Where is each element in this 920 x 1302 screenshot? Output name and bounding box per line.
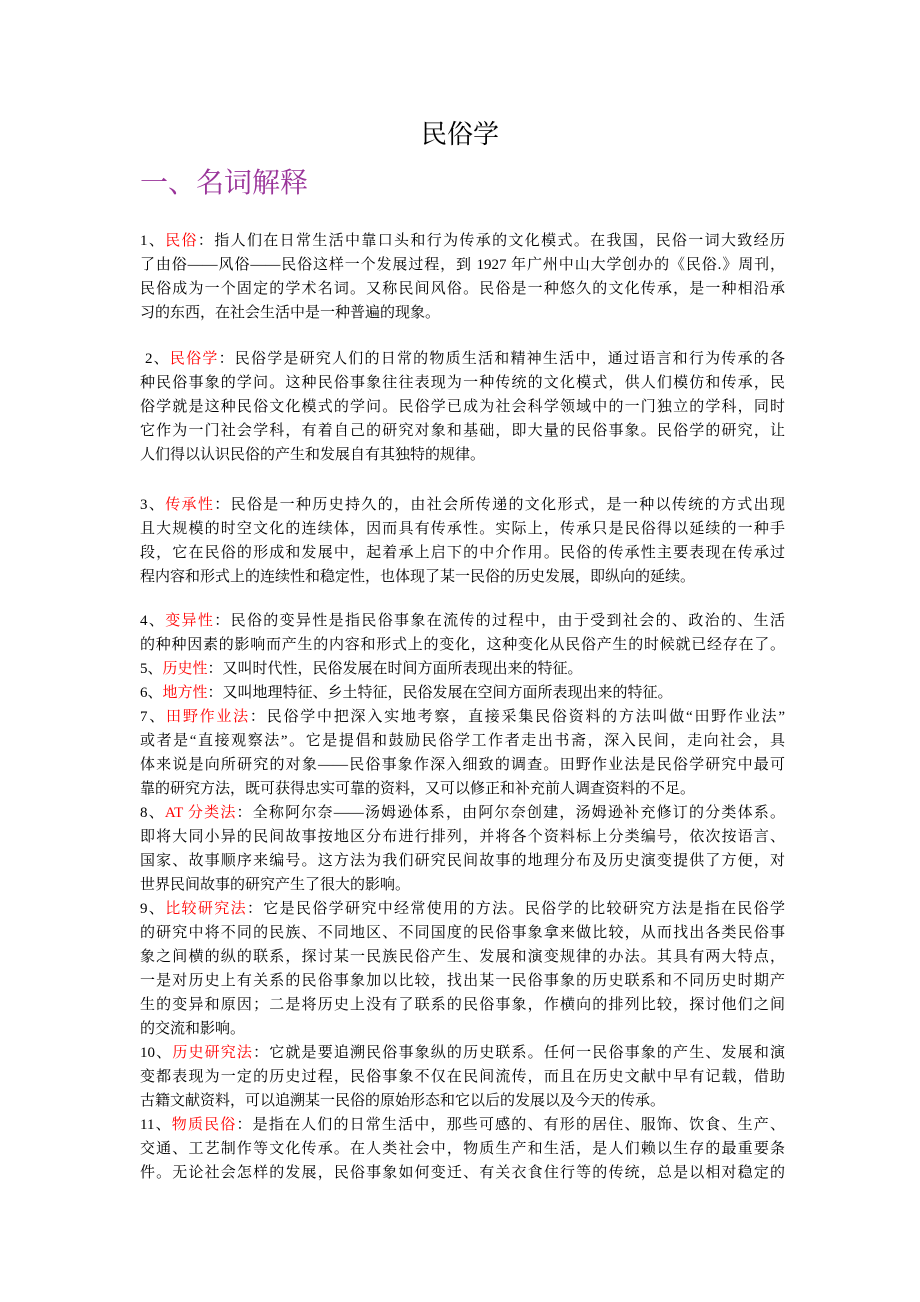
text-line — [140, 657, 785, 681]
entry-term: 历史性 — [162, 661, 208, 677]
text-line: 即将大同小异的民间故事按地区分布进行排列，并将各个资料标上分类编号，依次按语言、 — [140, 829, 785, 845]
text-line: 的研究中将不同的民族、不同地区、不同国度的民俗事象拿来做比较，从而找出各类民俗事 — [140, 925, 785, 941]
text-line: 变都表现为一定的历史过程，民俗事象不仅在民间流传，而且在历史文献中早有记载，借助 — [140, 1069, 785, 1085]
entry-term: 民俗学 — [169, 351, 219, 367]
entry-number: 7、 — [140, 709, 167, 725]
text-line: 或者是“直接观察法”。它是提倡和鼓励民俗学工作者走出书斋，深入民间，走向社会，具 — [140, 733, 785, 749]
text-line: 段，它在民俗的形成和发展中，起着承上启下的中介作用。民俗的传承性主要表现在传承过 — [140, 545, 785, 561]
entry-text: ：又叫地理特征、乡土特征，民俗发展在空间方面所表现出来的特征。 — [207, 685, 673, 701]
entry-term: 地方性 — [162, 685, 208, 701]
text-line — [140, 493, 785, 517]
entry-text: ：又叫时代性，民俗发展在时间方面所表现出来的特征。 — [207, 661, 583, 677]
definition-entry — [140, 801, 785, 897]
text-line — [140, 229, 785, 253]
text-line: 种民俗事象的学问。这种民俗事象往往表现为一种传统的文化模式，供人们模仿和传承，民 — [140, 375, 785, 391]
text-line: 民俗成为一个固定的学术名词。又称民间风俗。民俗是一种悠久的文化传承，是一种相沿承 — [140, 281, 785, 297]
text-line: 了由俗——风俗——民俗这样一个发展过程，到 1927 年广州中山大学创办的《民俗.》周刊， — [140, 257, 785, 273]
entry-term: 民俗 — [165, 233, 198, 249]
entry-text: ：民俗学中把深入实地考察，直接采集民俗资料的方法叫做“田野作业法” — [249, 709, 785, 725]
text-line: 的种种因素的影响而产生的内容和形式上的变化，这种变化从民俗产生的时候就已经存在了。 — [140, 637, 785, 653]
text-line: 世界民间故事的研究产生了很大的影响。 — [140, 877, 411, 893]
definition-entry — [140, 493, 785, 589]
text-line: 习的东西，在社会生活中是一种普遍的现象。 — [140, 305, 441, 321]
text-line: 程内容和形式上的连续性和稳定性，也体现了某一民俗的历史发展，即纵向的延续。 — [140, 569, 696, 585]
entry-text: ：它就是要追溯民俗事象纵的历史联系。任何一民俗事象的产生、发展和演 — [253, 1045, 785, 1061]
text-line: 件。无论社会怎样的发展，民俗事象如何变迁、有关衣食住行等的传统，总是以相对稳定的 — [140, 1165, 785, 1181]
entry-number: 1、 — [140, 233, 166, 249]
text-line — [140, 801, 785, 825]
text-line: 古籍文献资料，可以追溯某一民俗的原始形态和它以后的发展以及今天的传承。 — [140, 1093, 666, 1109]
text-line: 一是对历史上有关系的民俗事象加以比较，找出某一民俗事象的历史联系和不同历史时期产 — [140, 973, 785, 989]
text-line — [140, 705, 785, 729]
definition-entry — [140, 705, 785, 801]
text-line — [140, 1041, 785, 1065]
text-line: 俗学就是这种民俗文化模式的学问。民俗学已成为社会科学领域中的一门独立的学科，同时 — [140, 399, 785, 415]
text-line — [140, 681, 785, 705]
entry-text: ：民俗是一种历史持久的，由社会所传递的文化形式，是一种以传统的方式出现 — [214, 497, 785, 513]
entry-term: 比较研究法 — [165, 901, 247, 917]
definition-entry — [140, 1041, 785, 1113]
entry-number: 3、 — [140, 497, 166, 513]
entry-number: 10、 — [140, 1045, 173, 1061]
text-line — [140, 347, 785, 371]
definition-entry — [140, 347, 785, 467]
text-line: 靠的研究方法，既可获得忠实可靠的资料，又可以修正和补充前人调查资料的不足。 — [140, 781, 696, 797]
entry-number: 8、 — [140, 805, 165, 821]
entry-number: 6、 — [140, 685, 163, 701]
entry-number: 5、 — [140, 661, 163, 677]
text-line: 人们得以认识民俗的产生和发展自有其独特的规律。 — [140, 447, 486, 463]
text-line: 的交流和影响。 — [140, 1021, 246, 1037]
text-line — [140, 609, 785, 633]
entry-text: ：全称阿尔奈——汤姆逊体系，由阿尔奈创建，汤姆逊补充修订的分类体系。 — [236, 805, 785, 821]
definition-entry — [140, 897, 785, 1041]
entry-term: 田野作业法 — [166, 709, 250, 725]
entry-number: 4、 — [140, 613, 166, 629]
text-line: 它作为一门社会学科，有着自己的研究对象和基础，即大量的民俗事象。民俗学的研究，让 — [140, 423, 785, 439]
definition-entry — [140, 229, 785, 325]
definition-entry — [140, 681, 785, 705]
entry-text: ：它是民俗学研究中经常使用的方法。民俗学的比较研究方法是指在民俗学 — [246, 901, 785, 917]
definitions-list — [140, 229, 785, 1185]
entry-text: ：民俗的变异性是指民俗事象在流传的过程中，由于受到社会的、政治的、生活 — [214, 613, 785, 629]
entry-number: 11、 — [140, 1117, 172, 1133]
entry-text: ：是指在人们的日常生活中，那些可感的、有形的居住、服饰、饮食、生产、 — [236, 1117, 785, 1133]
entry-term: AT 分类法 — [164, 805, 237, 821]
definition-entry — [140, 657, 785, 681]
entry-text: ：指人们在日常生活中靠口头和行为传承的文化模式。在我国，民俗一词大致经历 — [197, 233, 785, 249]
text-line — [140, 897, 785, 921]
text-line: 象之间横的纵的联系，探讨某一民族民俗产生、发展和演变规律的办法。其具有两大特点， — [140, 949, 785, 965]
text-line: 生的变异和原因；二是将历史上没有了联系的民俗事象，作横向的排列比较，探讨他们之间 — [140, 997, 785, 1013]
entry-term: 传承性 — [165, 497, 215, 513]
text-line: 国家、故事顺序来编号。这方法为我们研究民间故事的地理分布及历史演变提供了方便，对 — [140, 853, 785, 869]
entry-term: 物质民俗 — [171, 1117, 237, 1133]
text-line: 且大规模的时空文化的连续体，因而具有传承性。实际上，传承只是民俗得以延续的一种手 — [140, 521, 785, 537]
definition-entry — [140, 609, 785, 657]
document-title: 民俗学 — [420, 120, 499, 149]
text-line: 体来说是向所研究的对象——民俗事象作深入细致的调查。田野作业法是民俗学研究中最可 — [140, 757, 785, 773]
entry-number: 9、 — [140, 901, 166, 917]
entry-number: 2、 — [140, 351, 170, 367]
text-line — [140, 1113, 785, 1137]
entry-term: 历史研究法 — [172, 1045, 254, 1061]
entry-text: ：民俗学是研究人们的日常的物质生活和精神生活中，通过语言和行为传承的各 — [218, 351, 785, 367]
text-line: 交通、工艺制作等文化传承。在人类社会中，物质生产和生活，是人们赖以生存的最重要条 — [140, 1141, 785, 1157]
section-heading: 一、名词解释 — [140, 168, 309, 199]
entry-term: 变异性 — [165, 613, 215, 629]
definition-entry — [140, 1113, 785, 1185]
